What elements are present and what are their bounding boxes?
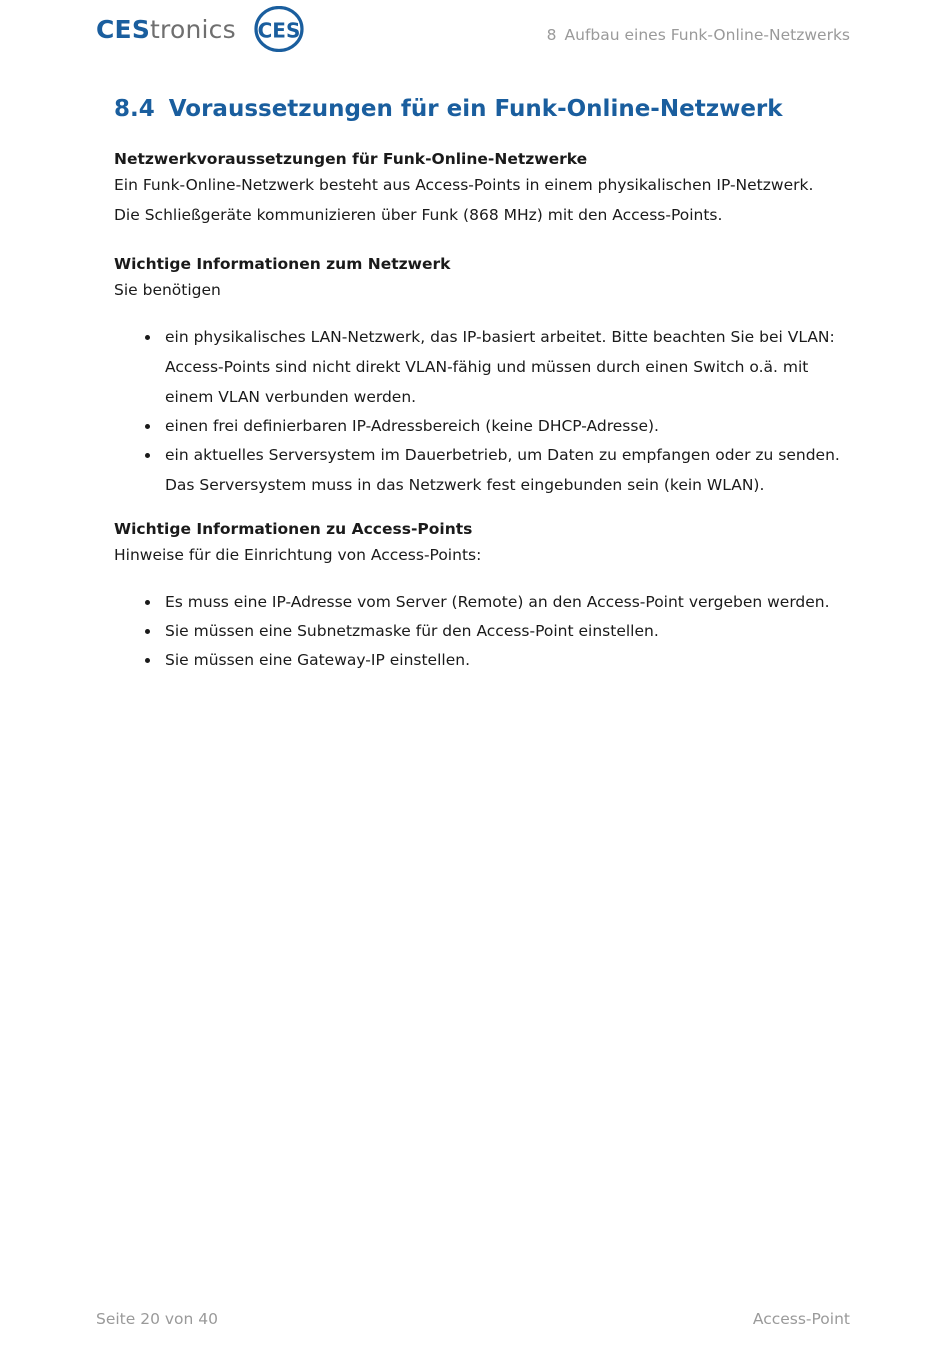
list-item-text: Sie müssen eine Subnetzmaske für den Access-Point einstellen.	[165, 622, 659, 640]
list-item	[114, 411, 844, 441]
bullet-icon	[145, 629, 150, 634]
list-item-text: ein physikalisches LAN-Netzwerk, das IP-basiert arbeitet. Bitte beachten Sie bei VLAN: Access-Points sind nicht direkt VLAN-fähig und müssen durch einen Switch o.ä. mit einem VLAN verbunden werden.	[165, 328, 835, 406]
network-requirements-block	[114, 148, 844, 230]
bullet-icon	[145, 658, 150, 663]
network-info-block	[114, 253, 844, 305]
chapter-number: 8	[546, 26, 557, 44]
list-item	[114, 587, 844, 617]
section-number: 8.4	[114, 96, 155, 122]
bullet-icon	[145, 335, 150, 340]
document-title: Access-Point	[752, 1310, 850, 1328]
paragraph: Ein Funk-Online-Netzwerk besteht aus Access-Points in einem physikalischen IP-Netzwerk. Die Schließgeräte kommunizieren über Funk (868 MHz) mit den Access-Points.	[114, 176, 814, 224]
access-point-info-block	[114, 518, 844, 570]
cestronics-logo	[96, 6, 304, 52]
list-item	[114, 322, 844, 412]
page-number: Seite 20 von 40	[96, 1310, 219, 1328]
paragraph: Hinweise für die Einrichtung von Access-Points:	[114, 546, 482, 564]
bullet-icon	[145, 453, 150, 458]
section-title-text: Voraussetzungen für ein Funk-Online-Netzwerk	[168, 96, 783, 122]
list-item	[114, 440, 844, 500]
running-header	[547, 26, 850, 44]
bullet-icon	[145, 600, 150, 605]
subheading: Wichtige Informationen zu Access-Points	[114, 520, 473, 538]
list-item	[114, 645, 844, 675]
access-point-notes-list	[114, 587, 844, 674]
list-item-text: Es muss eine IP-Adresse vom Server (Remote) an den Access-Point vergeben werden.	[165, 593, 830, 611]
section-title	[114, 96, 783, 122]
logo-wordmark: CEStronics	[96, 14, 236, 44]
subheading: Wichtige Informationen zum Netzwerk	[114, 255, 451, 273]
network-requirements-list	[114, 322, 844, 499]
subheading: Netzwerkvoraussetzungen für Funk-Online-Netzwerke	[114, 150, 588, 168]
list-item-text: einen frei definierbaren IP-Adressbereich (keine DHCP-Adresse).	[165, 417, 659, 435]
paragraph: Sie benötigen	[114, 281, 221, 299]
list-item-text: Sie müssen eine Gateway-IP einstellen.	[165, 651, 470, 669]
ces-emblem-icon	[254, 6, 304, 52]
bullet-icon	[145, 424, 150, 429]
list-item	[114, 616, 844, 646]
chapter-title: Aufbau eines Funk-Online-Netzwerks	[564, 26, 850, 44]
list-item-text: ein aktuelles Serversystem im Dauerbetrieb, um Daten zu empfangen oder zu senden. Das Serversystem muss in das Netzwerk fest eingebunden sein (kein WLAN).	[165, 446, 840, 494]
emblem-text: CES	[257, 18, 301, 43]
